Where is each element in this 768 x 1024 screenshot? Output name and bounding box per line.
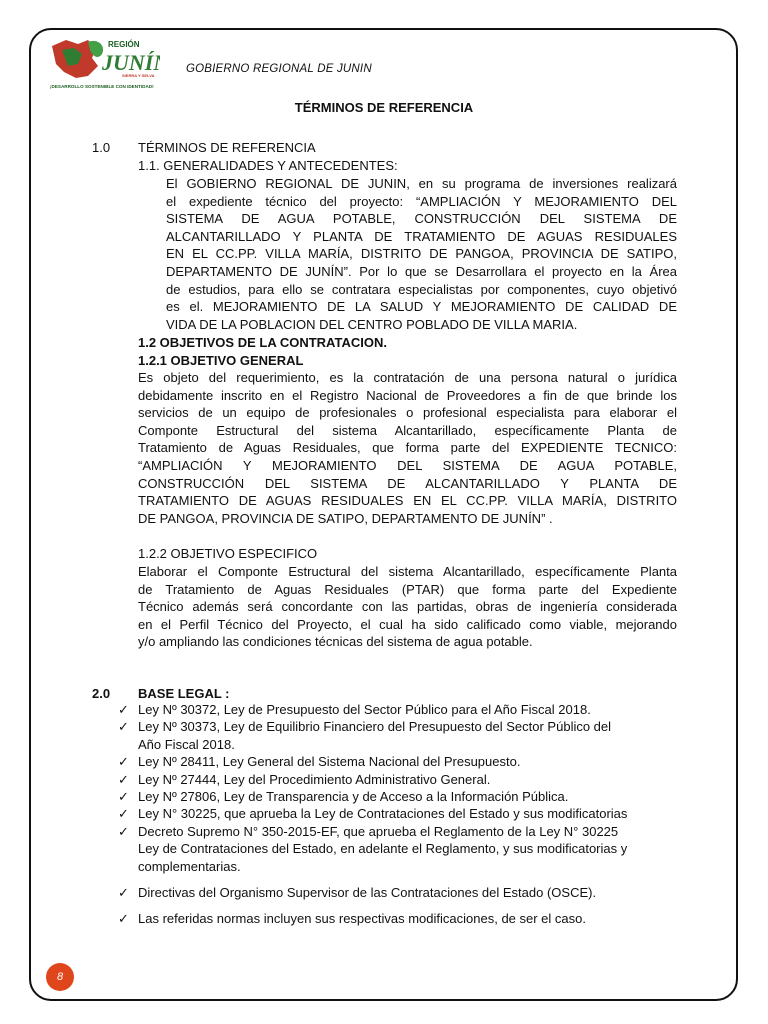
list-item xyxy=(118,701,678,718)
section-1-number: 1.0 xyxy=(92,140,111,155)
paragraph-line: Técnico además será concordante con las partidas, obras de ingeniería considerada xyxy=(138,599,677,615)
logo-main-text: JUNÍ xyxy=(102,50,154,75)
list-item xyxy=(118,823,678,875)
section-1-1-paragraph xyxy=(166,175,677,333)
list-item-text: Las referidas normas incluyen sus respectivas modificaciones, de ser el caso. xyxy=(138,911,586,927)
paragraph-line: Elaborar el Componte Estructural del sistema Alcantarillado, específicamente Planta xyxy=(138,564,677,579)
paragraph-line: servicios de un equipo de profesionales o profesional especialista para elaborar el xyxy=(138,405,677,421)
checkmark-icon: ✓ xyxy=(118,911,129,927)
list-item-text: Decreto Supremo N° 350-2015-EF, que aprueba el Reglamento de la Ley N° 30225 xyxy=(138,823,619,839)
document-title: TÉRMINOS DE REFERENCIA xyxy=(294,100,474,115)
section-1-2-1-paragraph xyxy=(138,369,677,527)
paragraph-line: Tratamiento de Aguas Residuales, que forma parte del EXPEDIENTE TECNICO: xyxy=(138,440,677,456)
paragraph-line: en el Perfil Técnico del Proyecto, el cual ha sido calificado como viable, mejorando xyxy=(138,616,677,632)
paragraph-line: y/o ampliando las condiciones técnicas del sistema de agua potable. xyxy=(138,634,533,650)
section-1-2-1-heading: 1.2.1 OBJETIVO GENERAL xyxy=(138,353,304,368)
list-item-text: Año Fiscal 2018. xyxy=(138,736,235,752)
list-item-text: Ley Nº 28411, Ley General del Sistema Nacional del Presupuesto. xyxy=(138,754,521,770)
checkmark-icon: ✓ xyxy=(118,823,129,839)
list-item-text: complementarias. xyxy=(138,858,241,874)
paragraph-line: CONSTRUCCIÓN DEL SISTEMA DE ALCANTARILLADO Y PLANTA DE xyxy=(138,475,677,491)
header-org-name: GOBIERNO REGIONAL DE JUNIN xyxy=(186,63,372,75)
list-item-text: Ley Nº 30373, Ley de Equilibrio Financiero del Presupuesto del Sector Público del xyxy=(138,719,612,735)
page-number-badge: 8 xyxy=(46,963,74,991)
paragraph-line: SISTEMA DE AGUA POTABLE, CONSTRUCCIÓN DEL SISTEMA DE xyxy=(166,211,677,227)
paragraph-line: es el. MEJORAMIENTO DE LA SALUD Y MEJORAMIENTO DE CALIDAD DE xyxy=(166,299,677,315)
list-item-text: Directivas del Organismo Supervisor de las Contrataciones del Estado (OSCE). xyxy=(138,885,597,901)
paragraph-line: DE PANGOA, PROVINCIA DE SATIPO, DEPARTAMENTO DE JUNÍN” . xyxy=(138,510,553,526)
checkmark-icon: ✓ xyxy=(118,806,129,822)
list-item-text: Ley Nº 27444, Ley del Procedimiento Administrativo General. xyxy=(138,771,491,787)
checkmark-icon: ✓ xyxy=(118,885,129,901)
paragraph-line: EN EL CC.PP. VILLA MARÍA, DISTRITO DE PANGOA, PROVINCIA DE SATIPO, xyxy=(166,246,677,262)
paragraph-line: DEPARTAMENTO DE JUNÍN”. Por lo que se Desarrollara el proyecto en la Área xyxy=(166,263,677,279)
paragraph-line: “AMPLIACIÓN Y MEJORAMIENTO DEL SISTEMA DE AGUA POTABLE, xyxy=(138,457,677,473)
paragraph-line: de Tratamiento de Aguas Residuales (PTAR) que forma parte del Expediente xyxy=(138,581,677,597)
section-1-2-2-paragraph xyxy=(138,563,677,651)
list-item xyxy=(118,718,678,753)
list-item xyxy=(118,910,678,927)
list-item xyxy=(118,805,678,822)
paragraph-line: Componte Estructural del sistema Alcantarillado, específicamente Planta de xyxy=(138,422,677,438)
paragraph-line: TRATAMIENTO DE AGUAS RESIDUALES EN EL CC.PP. VILLA MARÍA, DISTRITO xyxy=(138,493,677,509)
logo-top-text: REGIÓN xyxy=(108,40,140,49)
section-1-heading: TÉRMINOS DE REFERENCIA xyxy=(138,140,316,155)
base-legal-list xyxy=(118,701,678,928)
checkmark-icon: ✓ xyxy=(118,789,129,805)
checkmark-icon: ✓ xyxy=(118,719,129,735)
paragraph-line: Es objeto del requerimiento, es la contratación de una persona natural o jurídica xyxy=(138,370,677,385)
paragraph-line: de estudios, para ello se contratara especialistas por componentes, cuyo objetivó xyxy=(166,281,677,297)
section-1-2-heading: 1.2 OBJETIVOS DE LA CONTRATACION. xyxy=(138,335,387,350)
checkmark-icon: ✓ xyxy=(118,771,129,787)
list-item xyxy=(118,788,678,805)
list-item-text: Ley Nº 30372, Ley de Presupuesto del Sector Público para el Año Fiscal 2018. xyxy=(138,702,591,717)
list-item-text: Ley Nº 27806, Ley de Transparencia y de Acceso a la Información Pública. xyxy=(138,789,569,805)
paragraph-line: VIDA DE LA POBLACION DEL CENTRO POBLADO DE VILLA MARIA. xyxy=(166,316,578,332)
region-junin-logo xyxy=(48,36,160,92)
checkmark-icon: ✓ xyxy=(118,702,129,717)
paragraph-line: el expediente técnico del proyecto: “AMPLIACIÓN Y MEJORAMIENTO DEL xyxy=(166,193,677,209)
logo-side-text: SIERRA Y SELVA xyxy=(122,73,155,78)
list-item-text: Ley de Contrataciones del Estado, en adelante el Reglamento, y sus modificatorias y xyxy=(138,841,628,857)
paragraph-line: El GOBIERNO REGIONAL DE JUNIN, en su programa de inversiones realizará xyxy=(166,176,677,191)
paragraph-line: debidamente inscrito en el Registro Nacional de Proveedores a fin de que brinde los xyxy=(138,387,677,403)
list-item-text: Ley N° 30225, que aprueba la Ley de Contrataciones del Estado y sus modificatorias xyxy=(138,806,628,822)
section-1-2-2-heading: 1.2.2 OBJETIVO ESPECIFICO xyxy=(138,546,318,561)
list-item xyxy=(118,884,678,901)
paragraph-line: ALCANTARILLADO Y PLANTA DE TRATAMIENTO DE AGUAS RESIDUALES xyxy=(166,228,677,244)
section-2-heading: BASE LEGAL : xyxy=(138,686,230,701)
logo-slogan: ¡DESARROLLO SOSTENIBLE CON IDENTIDAD! xyxy=(50,84,154,89)
section-2-number: 2.0 xyxy=(92,686,111,701)
list-item xyxy=(118,753,678,770)
section-1-1-heading: 1.1. GENERALIDADES Y ANTECEDENTES: xyxy=(138,158,398,173)
list-item xyxy=(118,771,678,788)
checkmark-icon: ✓ xyxy=(118,754,129,770)
